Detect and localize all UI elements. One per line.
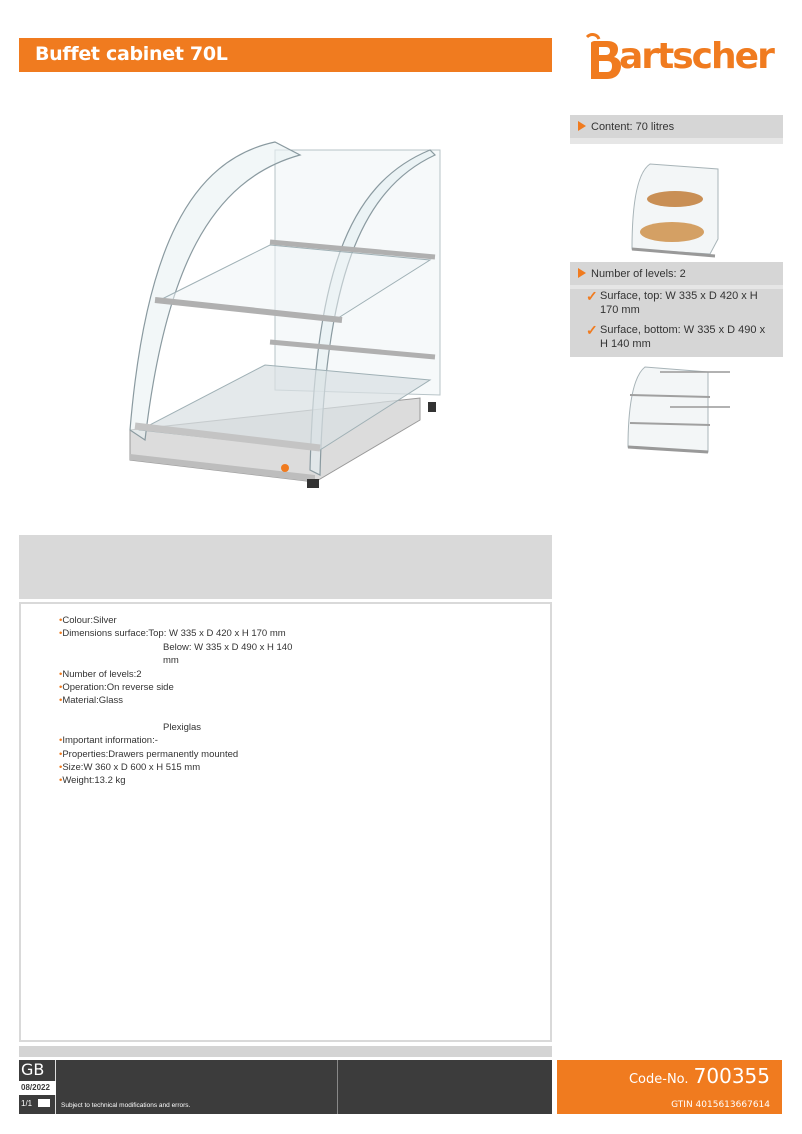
spec-levels: •Number of levels:2 (59, 668, 142, 680)
content-thumbnail (570, 144, 783, 260)
book-icon (38, 1099, 50, 1107)
checkmark-icon: ✓ (586, 322, 598, 338)
spec-operation: •Operation:On reverse side (59, 682, 174, 694)
content-heading (570, 115, 783, 138)
arrow-right-icon (578, 121, 586, 131)
page-count: 1/1 (21, 1099, 50, 1108)
spec-material: •Material:Glass (59, 695, 124, 707)
spec-size: •Size:W 360 x D 600 x H 515 mm (59, 762, 201, 774)
code-label: Code-No. (628, 1072, 689, 1087)
logo-text: artscher (619, 36, 773, 77)
spec-list (59, 614, 292, 788)
thumbnail-image (570, 144, 783, 260)
spec-dimensions: •Dimensions surface:Top: W 335 x D 420 x H 170 mm (59, 628, 286, 640)
title-bar (19, 38, 552, 72)
info-strip (19, 535, 552, 599)
surface-bottom-text: Surface, bottom: W 335 x D 490 x H 140 mm (600, 324, 766, 350)
bartscher-logo (585, 30, 773, 85)
page-title: Buffet cabinet 70L (35, 43, 228, 65)
spec-properties: •Properties:Drawers permanently mounted (59, 748, 239, 760)
footer-code-block (557, 1060, 782, 1114)
bottom-strip (19, 1046, 552, 1057)
spec-dimensions-below-unit: mm (163, 655, 179, 667)
levels-thumbnail (570, 357, 783, 462)
spec-weight: •Weight:13.2 kg (59, 775, 126, 787)
checkmark-icon: ✓ (586, 288, 598, 304)
gtin-number: GTIN 4015613667614 (671, 1100, 770, 1110)
surface-top-item (570, 289, 783, 317)
content-label: Content: 70 litres (591, 121, 675, 133)
document-date: 08/2022 (19, 1081, 56, 1095)
spec-dimensions-below: Below: W 335 x D 490 x H 140 (163, 641, 293, 653)
footer-info (19, 1060, 552, 1114)
footer-disclaimer: Subject to technical modifications and errors. (61, 1102, 191, 1109)
spec-important: •Important information:- (59, 735, 158, 747)
levels-label: Number of levels: 2 (591, 268, 686, 280)
surface-top-text: Surface, top: W 335 x D 420 x H 170 mm (600, 290, 758, 316)
thumbnail-image (570, 357, 783, 462)
spec-material-2: Plexiglas (163, 721, 202, 733)
footer-divider (337, 1060, 338, 1114)
levels-heading (570, 262, 783, 285)
code-number-line (629, 1064, 770, 1088)
specifications-box (19, 602, 552, 1042)
footer-language-block (19, 1060, 56, 1114)
spec-colour: •Colour:Silver (59, 615, 117, 626)
code-number: 700355 (693, 1064, 770, 1088)
arrow-right-icon (578, 268, 586, 278)
surface-bottom-item (570, 323, 783, 351)
language-code: GB (21, 1060, 45, 1079)
levels-panel (570, 262, 783, 459)
product-image (110, 130, 470, 500)
content-panel (570, 115, 783, 260)
